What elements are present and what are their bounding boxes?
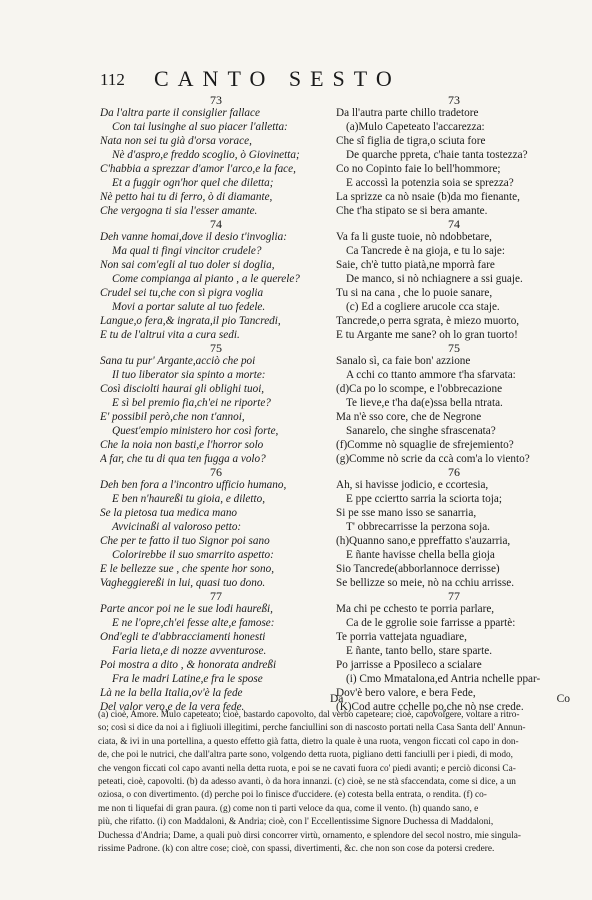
verse-line: Così disciolti haurai gli oblighi tuoi, <box>100 383 265 395</box>
verse-line: Nata non sei tu già d'orsa vorace, <box>100 135 252 147</box>
verse-line: Ma n'è sso core, che de Negrone <box>336 411 482 423</box>
stanza <box>336 466 572 590</box>
footnote-line: ciata, & ivi in una portellina, a questo effetto già fatta, dietro la quale è una ruota, vengon ficcati col capo in don- <box>98 736 519 747</box>
neapolitan-text-column <box>336 94 572 714</box>
verse-line: Ca de le ggrolie soie farrisse a ppartè: <box>346 617 516 629</box>
italian-text-column <box>100 94 332 714</box>
verse-line: (i) Cmo Mmatalona,ed Antria nchelle ppar- <box>346 673 541 685</box>
verse-line: Po jarrisse a Pposileco a scialare <box>336 659 482 671</box>
catchword-left: Da <box>330 693 344 705</box>
verse-line: Et a fuggir ogn'hor quel che diletta; <box>112 177 274 189</box>
verse-line: Sanalo sì, ca faie bon' azzione <box>336 355 471 367</box>
stanza-number: 77 <box>448 589 460 603</box>
verse-line: Che vergogna ti sia l'esser amante. <box>100 205 258 217</box>
verse-line: A cchi co ttanto ammore t'ha sfarvata: <box>346 369 516 381</box>
verse-line: E sì bel premio fia,ch'ei ne riporte? <box>112 397 271 409</box>
verse-line: Che per te fatto il tuo Signor poi sano <box>100 535 270 547</box>
running-title: CANTO SESTO <box>154 66 401 91</box>
verse-line: E ben n'haureßi tu gioia, e diletto, <box>112 493 265 505</box>
stanza-number: 77 <box>210 589 222 603</box>
verse-line: Ond'egli te d'abbracciamenti honesti <box>100 631 266 643</box>
verse-line: Parte ancor poi ne le sue lodi haureßi, <box>100 603 273 615</box>
verse-line: La sprizze ca nò nsaie (b)da mo fienante, <box>336 191 520 203</box>
verse-line: Vagheggiereßi in lui, quasi tuo dono. <box>100 577 266 589</box>
verse-line: Se bellizze so meie, nò na cchiu arrisse. <box>336 577 515 589</box>
verse-line: Avvicinaßi al valoroso petto: <box>112 521 242 533</box>
verse-line: Sanarelo, che singhe sfrascenata? <box>346 425 496 437</box>
stanza <box>100 466 332 590</box>
verse-line: E tu de l'altrui vita a cura sedi. <box>100 329 240 341</box>
verse-line: C'habbia a sprezzar d'amor l'arco,e la face, <box>100 163 296 175</box>
verse-line: E ppe cciertto sarria la sciorta toja; <box>346 493 502 505</box>
footnote-line: rissime Padrone. (k) con altre cose; cioè, con spassi, divertimenti, &c. che non son cose da potersi credere. <box>98 843 495 854</box>
footnote-line: peteati, cioè, capovolti. (b) da adesso avanti, ò da hora innanzi. (c) cioè, se ne stà sfaccendata, come si dice, a un <box>98 776 516 787</box>
stanza-number: 73 <box>448 93 460 107</box>
verse-line: A far, che tu di qua ten fugga a volo? <box>100 453 266 465</box>
verse-line: Nè d'aspro,e freddo scoglio, ò Giovinetta; <box>112 149 300 161</box>
verse-line: Da ll'autra parte chillo tradetore <box>336 107 479 119</box>
verse-line: (g)Comme nò scrie da ccà com'a lo viento? <box>336 453 530 465</box>
footnote-line: più, che rifatto. (i) con Maddaloni, & Andria; cioè, con l' Eccellentissime Signore Duchessa di Maddaloni, <box>98 817 494 828</box>
verse-line: E tu Argante me sane? oh lo gran tuorto! <box>336 329 518 341</box>
stanza <box>100 342 332 466</box>
footnote-line: oziosa, o con divertimento. (d) perche poi lo finisce d'uccidere. (e) cotesta bella entrata, o rendita. (f) co- <box>98 790 487 801</box>
verse-line: Saie, ch'è tutto piatà,ne mporrà fare <box>336 259 495 271</box>
footnote-line: (a) cioè, Amore. Mulo capeteato; cioè, bastardo capovolto, dal verbo capeteare; cioè, capovolgere, voltare a ritro- <box>98 710 520 720</box>
verse-line: E le bellezze sue , che spente hor sono, <box>100 563 274 575</box>
verse-line: Co no Copinto faie lo bell'hommore; <box>336 163 501 175</box>
stanza-number: 74 <box>210 217 222 231</box>
stanza-number: 75 <box>210 341 222 355</box>
verse-line: Ah, si havisse jodicio, e ccortesia, <box>336 479 489 491</box>
verse-line: (h)Quanno sano,e ppreffatto s'auzarria, <box>336 535 511 547</box>
verse-line: Là ne la bella Italia,ov'è la fede <box>100 687 243 699</box>
verse-line: Se la pietosa tua medica mano <box>100 507 238 519</box>
verse-line: Fra le madri Latine,e fra le spose <box>112 673 263 685</box>
verse-line: Ca Tancrede è na gioja, e tu lo saje: <box>346 245 505 257</box>
stanza-number: 76 <box>448 465 460 479</box>
page-number: 112 <box>100 70 125 89</box>
footnotes <box>98 709 572 856</box>
stanza <box>336 218 572 342</box>
verse-line: Crudel sei tu,che con sì pigra voglia <box>100 287 264 299</box>
verse-line: Sio Tancrede(abborlannoce derrisse) <box>336 563 500 575</box>
verse-line: Non sai com'egli al tuo doler si doglia, <box>100 259 275 271</box>
stanza-number: 75 <box>448 341 460 355</box>
page-header <box>100 66 540 96</box>
verse-line: Che sî figlia de tigra,o sciuta fore <box>336 135 486 147</box>
verse-line: De quarche ppreta, c'haie tanta tostezza? <box>346 149 528 161</box>
catchwords <box>100 693 570 707</box>
stanza-number: 73 <box>210 93 222 107</box>
verse-line: Tu si na cana , che lo puoie sanare, <box>336 287 493 299</box>
verse-line: Langue,o fera,& ingrata,il pio Tancredi, <box>100 315 281 327</box>
verse-line: Poi mostra a dito , & honorata andreßi <box>100 659 277 671</box>
verse-line: Deh ben fora a l'incontro ufficio humano, <box>100 479 287 491</box>
verse-line: Come compianga al pianto , a le querele? <box>112 273 300 285</box>
catchword-right: Co <box>556 693 570 705</box>
verse-line: Che la noia non basti,e l'horror solo <box>100 439 264 451</box>
stanza-number: 76 <box>210 465 222 479</box>
verse-line: E ne l'opre,ch'ei fesse alte,e famose: <box>112 617 275 629</box>
verse-line: Dov'è bero valore, e bera Fede, <box>336 687 476 699</box>
verse-line: Del valor vero,e de la vera fede. <box>100 701 245 713</box>
stanza <box>100 218 332 342</box>
verse-line: De manco, si nò nchiagnere a ssi guaje. <box>346 273 523 285</box>
verse-line: Con tai lusinghe al suo piacer l'alletta: <box>112 121 288 133</box>
verse-line: (c) Ed a cogliere arucole cca staje. <box>346 301 500 313</box>
verse-line: Quest'empio ministero hor così forte, <box>112 425 279 437</box>
verse-line: E' possibil però,che non t'annoi, <box>100 411 245 423</box>
footnote-line: so; così si dice da noi a i figliuoli illegitimi, perche fanciullini son di nascosto portati nella Casa Santa dell' Annun- <box>98 723 526 734</box>
verse-line: Nè petto hai tu di ferro, ò di diamante, <box>100 191 273 203</box>
verse-line: (K)Cod autre cchelle po,che nò nse crede. <box>336 701 524 713</box>
verse-line: (d)Ca po lo scompe, e l'obbrecazione <box>336 383 503 395</box>
stanza <box>100 94 332 218</box>
stanza <box>336 342 572 466</box>
verse-line: Deh vanne homai,dove il desio t'invoglia: <box>100 231 287 243</box>
footnote-line: che vengon ficcati col capo avanti nella detta ruota, e poi se ne cavati fuora co' piedi avanti; e perciò diconsi Ca- <box>98 763 516 774</box>
verse-line: (f)Comme nò squaglie de sfrejemiento? <box>336 439 514 451</box>
verse-line: T' obbrecarrisse la perzona soja. <box>346 521 490 533</box>
verse-line: Colorirebbe il suo smarrito aspetto: <box>112 549 274 561</box>
verse-line: Il tuo liberator sia spinto a morte: <box>112 369 266 381</box>
verse-line: Ma qual ti fingi vincitor crudele? <box>112 245 262 257</box>
verse-line: Faria lieta,e di nozze avventurose. <box>112 645 267 657</box>
verse-line: Che t'ha stipato se si bera amante. <box>336 205 488 217</box>
footnote-line: Duchessa d'Andria; Dame, a quali può dirsi concorrer virtù, ornamento, e splendore del secol nostro, mie singula- <box>98 830 522 841</box>
verse-line: Te porria vattejata nguadiare, <box>336 631 467 643</box>
stanza-number: 74 <box>448 217 460 231</box>
verse-line: Si pe sse mano isso se sanarria, <box>336 507 477 519</box>
verse-line: (a)Mulo Capeteato l'accarezza: <box>346 121 485 133</box>
verse-line: Va fa li guste tuoie, nò ndobbetare, <box>336 231 492 243</box>
verse-line: Te lieve,e t'ha da(e)ssa bella ntrata. <box>346 397 503 409</box>
verse-line: Ma chi pe cchesto te porria parlare, <box>336 603 495 615</box>
footnote-line: me non ti liquefai di gran paura. (g) come non ti parti veloce da qua, come il vento. (h) quando sano, e <box>98 803 479 814</box>
verse-line: E ñante havisse chella bella gioja <box>346 549 495 561</box>
verse-line: Movi a portar salute al tuo fedele. <box>112 301 266 313</box>
verse-line: Da l'altra parte il consiglier fallace <box>100 107 260 119</box>
verse-line: Tancrede,o perra sgrata, è miezo muorto, <box>336 315 520 327</box>
verse-line: Sana tu pur' Argante,acciò che poi <box>100 355 256 367</box>
footnote-line: de, che poi le nutrici, che dall'altra parte sono, volgendo detta ruota, pigliano detti fanciulli per i piedi, di modo, <box>98 750 514 761</box>
verse-line: E accossì la potenzia soia se sprezza? <box>346 177 514 189</box>
verse-line: E ñante, tanto bello, stare sparte. <box>346 645 493 657</box>
stanza <box>336 94 572 218</box>
